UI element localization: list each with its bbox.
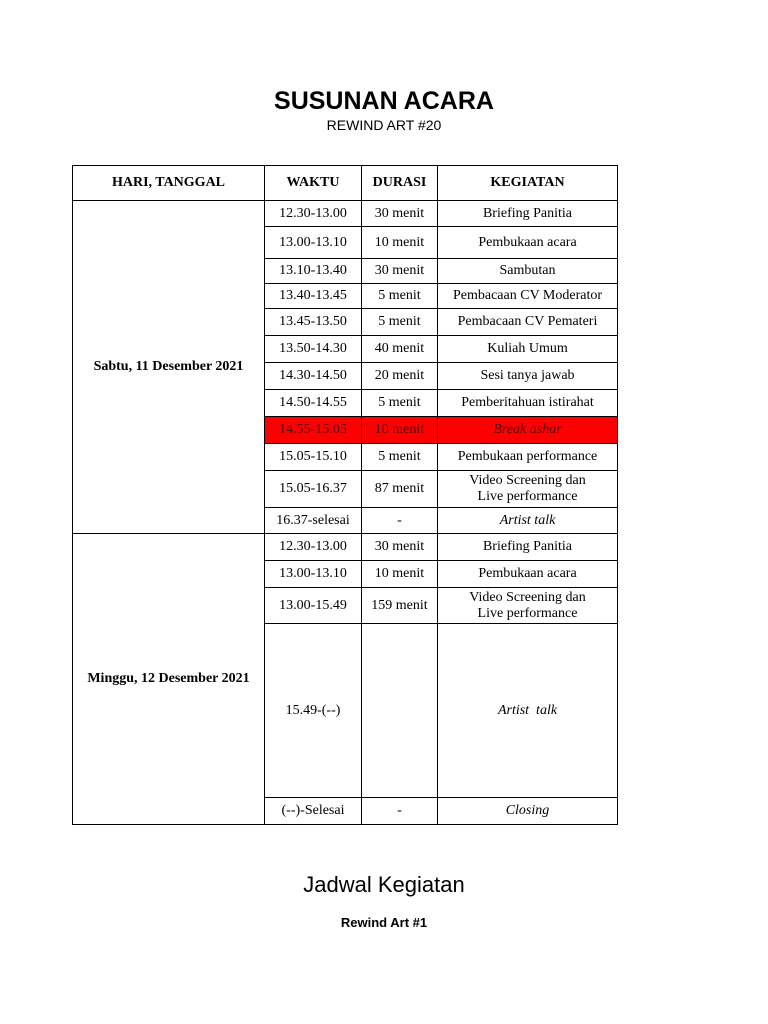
waktu-cell: 12.30-13.00 [265,534,362,561]
durasi-cell: 5 menit [362,309,438,336]
header-kegiatan: KEGIATAN [438,166,618,201]
waktu-cell: 13.00-13.10 [265,561,362,588]
kegiatan-cell: Artist talk [438,624,618,798]
waktu-cell: 13.10-13.40 [265,259,362,284]
durasi-cell: - [362,508,438,534]
document-subtitle: REWIND ART #20 [326,117,442,133]
waktu-cell: 14.55-15.05 [265,417,362,444]
waktu-cell: 13.00-15.49 [265,588,362,624]
kegiatan-cell [438,588,618,624]
waktu-cell: 13.50-14.30 [265,336,362,363]
waktu-cell: 13.40-13.45 [265,284,362,309]
kegiatan-line: Video Screening dan [469,473,586,488]
durasi-cell: 10 menit [362,417,438,444]
kegiatan-cell: Closing [438,798,618,825]
waktu-cell: 15.49-(--) [265,624,362,798]
table-row [73,201,618,227]
durasi-cell: 40 menit [362,336,438,363]
table-header-row [73,166,618,201]
kegiatan-cell: Pembukaan acara [438,561,618,588]
waktu-cell: 13.00-13.10 [265,227,362,259]
kegiatan-cell: Kuliah Umum [438,336,618,363]
day-cell-sabtu: Sabtu, 11 Desember 2021 [73,201,265,534]
durasi-cell: 30 menit [362,259,438,284]
kegiatan-cell: Break ashar [438,417,618,444]
durasi-cell: 30 menit [362,534,438,561]
durasi-cell: 10 menit [362,561,438,588]
durasi-cell: 5 menit [362,444,438,471]
kegiatan-cell: Pembukaan acara [438,227,618,259]
waktu-cell: 14.30-14.50 [265,363,362,390]
waktu-cell: (--)-Selesai [265,798,362,825]
durasi-cell: 5 menit [362,390,438,417]
waktu-cell: 15.05-15.10 [265,444,362,471]
footer-subtitle: Rewind Art #1 [340,915,428,930]
header-durasi: DURASI [362,166,438,201]
durasi-cell: 30 menit [362,201,438,227]
kegiatan-cell: Pembukaan performance [438,444,618,471]
kegiatan-cell: Pembacaan CV Pemateri [438,309,618,336]
waktu-cell: 13.45-13.50 [265,309,362,336]
durasi-cell: 5 menit [362,284,438,309]
kegiatan-cell: Pembacaan CV Moderator [438,284,618,309]
kegiatan-cell: Sesi tanya jawab [438,363,618,390]
durasi-cell: 159 menit [362,588,438,624]
waktu-cell: 14.50-14.55 [265,390,362,417]
durasi-cell: 20 menit [362,363,438,390]
kegiatan-cell: Sambutan [438,259,618,284]
durasi-cell: 10 menit [362,227,438,259]
kegiatan-cell [438,471,618,508]
document-title: SUSUNAN ACARA [274,87,494,115]
kegiatan-line: Video Screening dan [469,589,586,605]
header-waktu: WAKTU [265,166,362,201]
waktu-cell: 12.30-13.00 [265,201,362,227]
kegiatan-line: Live performance [477,489,578,504]
kegiatan-cell: Briefing Panitia [438,534,618,561]
waktu-cell: 16.37-selesai [265,508,362,534]
table-row [73,534,618,561]
footer-title: Jadwal Kegiatan [303,872,465,897]
day-cell-minggu: Minggu, 12 Desember 2021 [73,534,265,825]
kegiatan-cell: Artist talk [438,508,618,534]
schedule-table [72,165,618,825]
kegiatan-line: Live performance [477,605,578,621]
waktu-cell: 15.05-16.37 [265,471,362,508]
kegiatan-cell: Briefing Panitia [438,201,618,227]
kegiatan-cell: Pemberitahuan istirahat [438,390,618,417]
durasi-cell: 87 menit [362,471,438,508]
durasi-cell: - [362,798,438,825]
header-hari-tanggal: HARI, TANGGAL [73,166,265,201]
durasi-cell [362,624,438,798]
